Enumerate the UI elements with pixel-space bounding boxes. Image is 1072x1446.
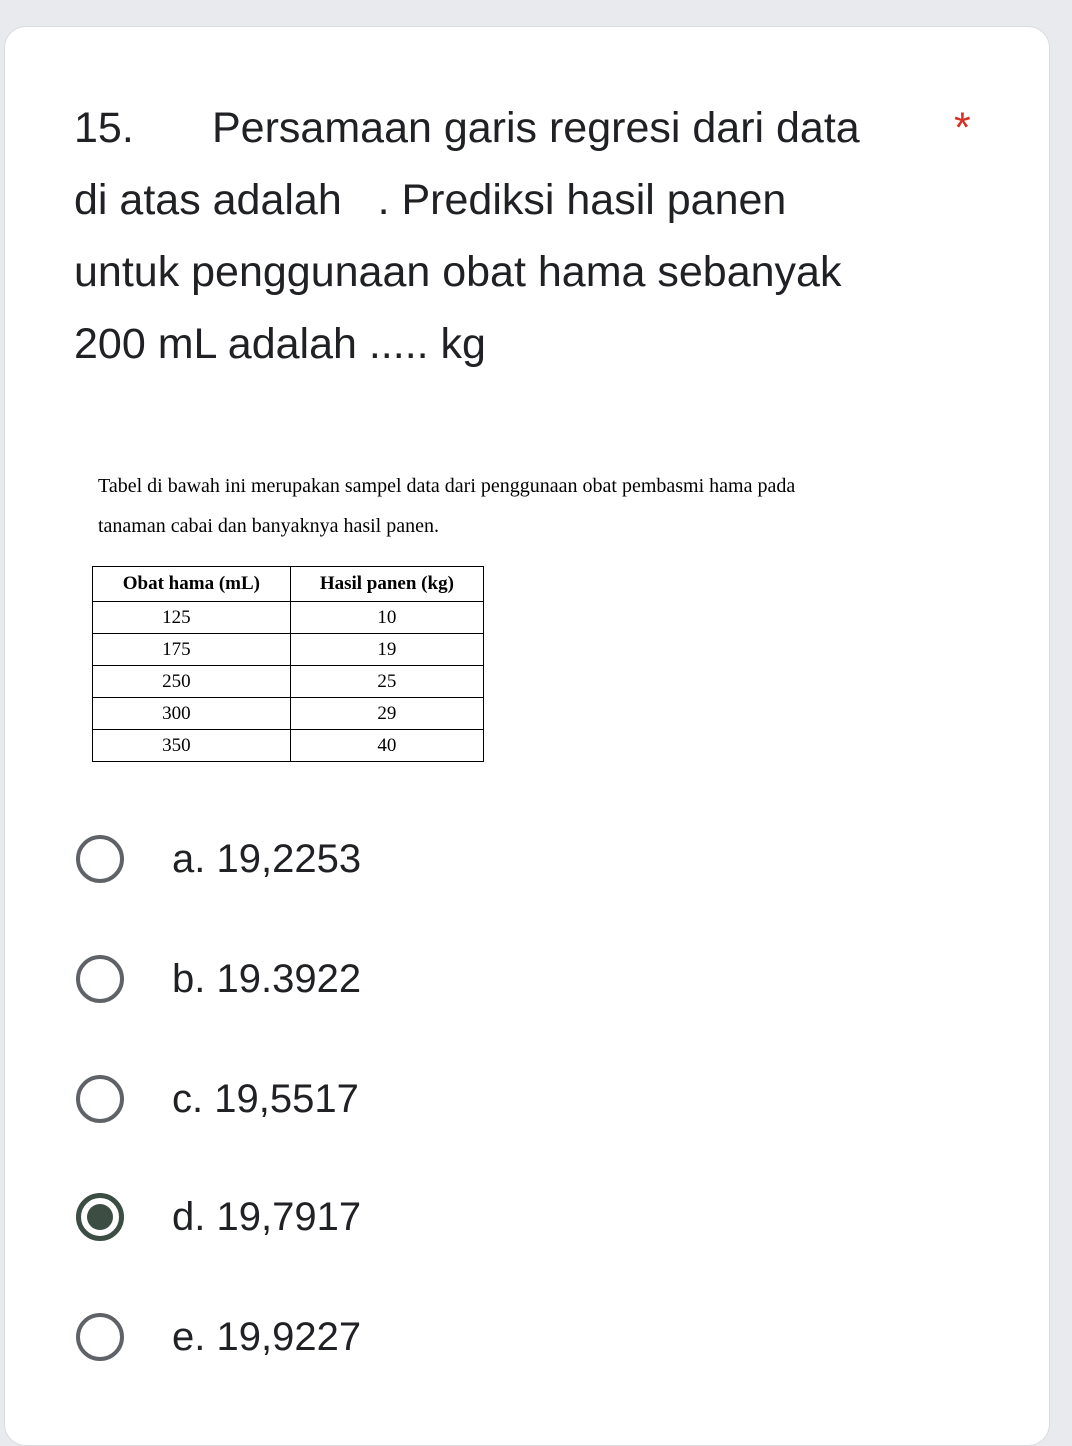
question-line-1: 15. Persamaan garis regresi dari data [74, 92, 1014, 164]
option-d-label: d. 19,7917 [172, 1194, 362, 1239]
table-cell: 175 [93, 634, 291, 666]
option-a[interactable] [76, 824, 676, 894]
table-row [93, 666, 484, 698]
table-row [93, 602, 484, 634]
header-hasil-panen: Hasil panen (kg) [290, 567, 483, 602]
question-number: 15. [74, 104, 134, 152]
radio-button-selected-icon[interactable] [76, 1193, 124, 1241]
radio-button-icon[interactable] [76, 1075, 124, 1123]
table-cell: 19 [290, 634, 483, 666]
table-cell: 300 [93, 698, 291, 730]
radio-button-icon[interactable] [76, 835, 124, 883]
table-cell: 250 [93, 666, 291, 698]
table-cell: 29 [290, 698, 483, 730]
table-header-row [93, 567, 484, 602]
data-table [92, 566, 484, 762]
question-text [74, 92, 1014, 380]
table-row [93, 698, 484, 730]
table-cell: 25 [290, 666, 483, 698]
table-cell: 40 [290, 730, 483, 762]
option-c-label: c. 19,5517 [172, 1076, 359, 1121]
question-line-2: di atas adalah . Prediksi hasil panen [74, 176, 787, 224]
intro-line-2: tanaman cabai dan banyaknya hasil panen. [98, 515, 439, 537]
intro-line-1: Tabel di bawah ini merupakan sampel data dari penggunaan obat pembasmi hama pada [98, 475, 796, 497]
header-obat-hama: Obat hama (mL) [93, 567, 291, 602]
question-line-4: 200 mL adalah ..... kg [74, 320, 486, 368]
question-line-3: untuk penggunaan obat hama sebanyak [74, 248, 842, 296]
option-b-label: b. 19.3922 [172, 956, 362, 1001]
table-cell: 350 [93, 730, 291, 762]
option-e[interactable] [76, 1302, 676, 1372]
table-cell: 10 [290, 602, 483, 634]
table-row [93, 730, 484, 762]
option-b[interactable] [76, 944, 676, 1014]
radio-button-icon[interactable] [76, 1313, 124, 1361]
option-c[interactable] [76, 1064, 676, 1134]
table-row [93, 634, 484, 666]
option-a-label: a. 19,2253 [172, 836, 362, 881]
table-cell: 125 [93, 602, 291, 634]
table-intro-text [98, 466, 938, 546]
option-e-label: e. 19,9227 [172, 1314, 362, 1359]
radio-button-icon[interactable] [76, 955, 124, 1003]
required-asterisk: * [954, 104, 971, 152]
option-d[interactable] [76, 1182, 676, 1252]
